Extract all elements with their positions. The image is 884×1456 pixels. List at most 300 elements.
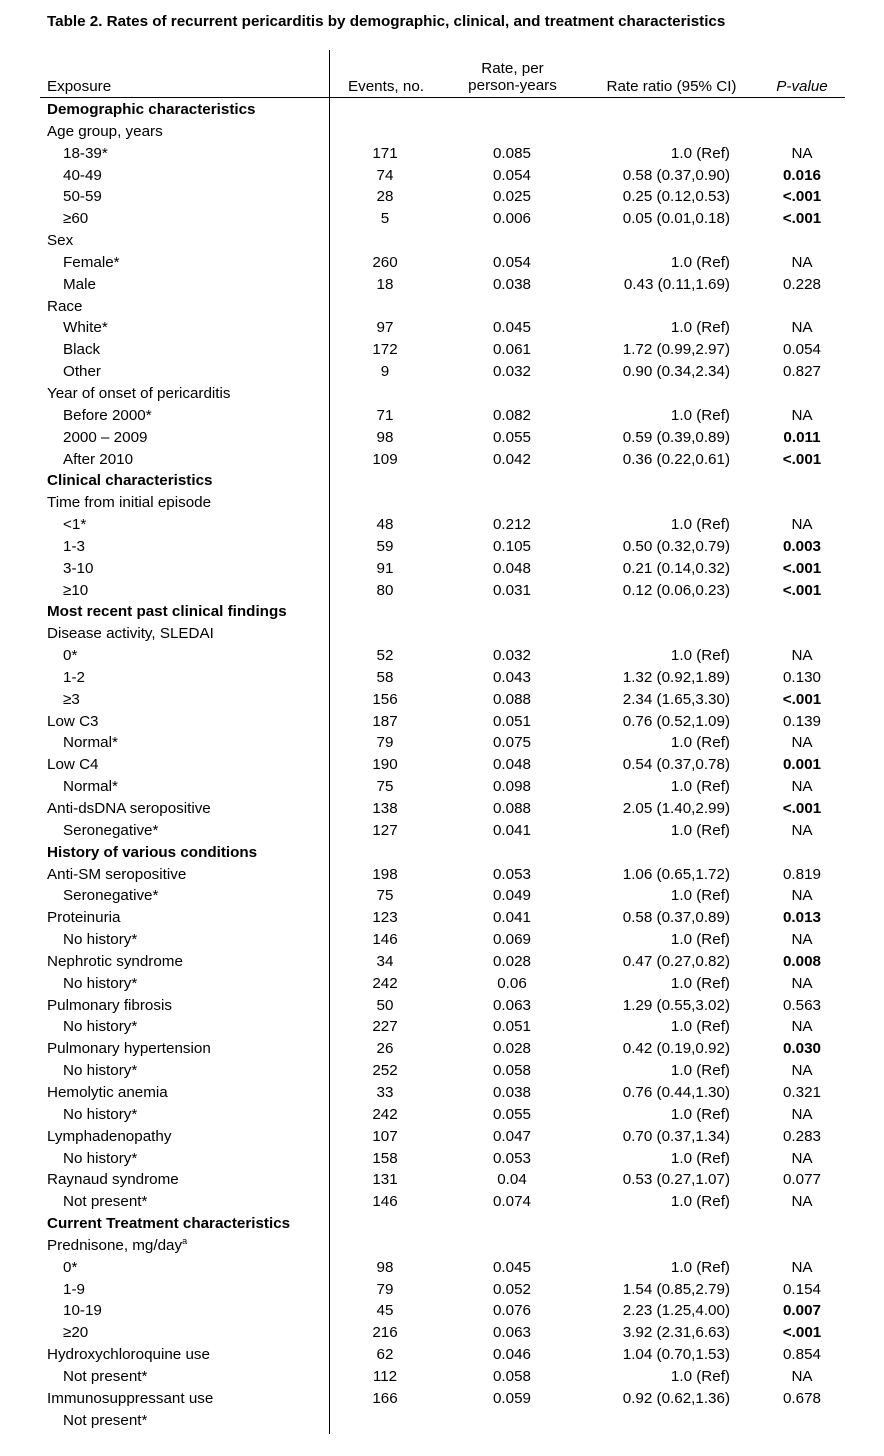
rate-ratio-cell: 1.72 (0.99,2.97) <box>622 341 730 359</box>
table-row <box>0 121 884 143</box>
row-label-text: Pulmonary hypertension <box>47 1040 211 1058</box>
table-row <box>0 230 884 252</box>
row-label-text: Seronegative* <box>63 821 159 839</box>
p-value-cell: <.001 <box>782 450 822 468</box>
row-label <box>47 623 214 645</box>
row-label-text: 1-9 <box>63 1280 85 1298</box>
table-row <box>0 536 884 558</box>
rate-ratio-cell: 1.0 (Ref) <box>670 931 730 949</box>
rate-cell: 0.032 <box>492 647 531 665</box>
row-label-text: Normal* <box>63 778 118 796</box>
row-label <box>63 929 137 951</box>
p-value-cell: NA <box>791 1193 813 1211</box>
row-label-text: Year of onset of pericarditis <box>47 384 231 402</box>
p-value-cell: NA <box>791 1367 813 1385</box>
row-label <box>63 973 137 995</box>
events-cell: 9 <box>380 363 390 381</box>
row-label <box>63 820 158 842</box>
table-row <box>0 1366 884 1388</box>
row-label-text: 18-39* <box>63 144 108 162</box>
rate-cell: 0.069 <box>492 931 531 949</box>
rate-ratio-cell: 1.0 (Ref) <box>670 1105 730 1123</box>
table-row <box>0 1060 884 1082</box>
table-row <box>0 186 884 208</box>
row-label-text: Before 2000* <box>63 406 152 424</box>
table-row <box>0 754 884 776</box>
p-value-cell: <.001 <box>782 800 822 817</box>
rate-ratio-cell: 0.43 (0.11,1.69) <box>623 275 730 293</box>
p-value-cell: 0.321 <box>782 1083 821 1101</box>
events-cell: 75 <box>376 778 394 796</box>
row-label-text: 1-2 <box>63 668 85 686</box>
p-value-cell: 0.054 <box>782 341 821 359</box>
row-label <box>63 1104 137 1126</box>
events-cell: 45 <box>376 1302 394 1320</box>
events-cell: 187 <box>372 712 398 730</box>
p-value-cell: NA <box>791 406 813 424</box>
rate-cell: 0.051 <box>492 712 531 730</box>
events-cell: 107 <box>372 1127 398 1145</box>
row-label <box>63 885 158 907</box>
table-row <box>0 973 884 995</box>
table-row <box>0 1191 884 1213</box>
table-row <box>0 274 884 296</box>
row-label-text: Seronegative* <box>63 887 159 905</box>
row-label-text: History of various conditions <box>47 843 258 861</box>
rate-ratio-cell: 0.53 (0.27,1.07) <box>622 1171 730 1189</box>
row-label-text: Hemolytic anemia <box>47 1083 168 1101</box>
rate-ratio-cell: 0.58 (0.37,0.90) <box>622 166 730 184</box>
row-label <box>47 995 172 1017</box>
row-label <box>63 1060 137 1082</box>
rate-ratio-cell: 0.59 (0.39,0.89) <box>622 428 730 446</box>
row-label <box>47 1388 213 1410</box>
row-label-text: Black <box>63 341 101 359</box>
rate-cell: 0.032 <box>492 363 531 381</box>
p-value-cell: 0.154 <box>782 1280 821 1298</box>
row-label-text: 1-3 <box>63 537 85 555</box>
rate-ratio-cell: 1.0 (Ref) <box>670 253 730 271</box>
row-label-text: Prednisone, mg/day <box>47 1236 183 1254</box>
p-value-cell: 0.013 <box>782 909 821 927</box>
p-value-cell: NA <box>791 887 813 905</box>
row-label <box>47 754 99 776</box>
events-cell: 127 <box>372 821 398 839</box>
rate-cell: 0.054 <box>492 166 531 184</box>
table-row <box>0 361 884 383</box>
row-label-text: Raynaud syndrome <box>47 1171 179 1189</box>
rate-cell: 0.045 <box>492 1258 531 1276</box>
table-body <box>0 99 884 1431</box>
events-cell: 158 <box>372 1149 398 1167</box>
rate-cell: 0.028 <box>492 1040 531 1058</box>
row-label-text: Female* <box>63 253 120 271</box>
p-value-cell: 0.077 <box>782 1171 821 1189</box>
row-label-text: 40-49 <box>63 166 102 184</box>
row-label-text: Hydroxychloroquine use <box>47 1346 210 1364</box>
rate-cell: 0.048 <box>492 756 531 774</box>
events-cell: 198 <box>372 865 398 883</box>
row-label <box>63 1410 147 1432</box>
table-row <box>0 864 884 886</box>
rate-ratio-cell: 0.47 (0.27,0.82) <box>622 952 730 970</box>
column-header-p-value: P-value <box>776 78 828 95</box>
rate-ratio-cell: 0.21 (0.14,0.32) <box>622 559 730 577</box>
row-label-text: Immunosuppressant use <box>47 1389 214 1407</box>
row-label <box>47 470 212 492</box>
table-row <box>0 1279 884 1301</box>
row-label <box>47 1038 211 1060</box>
row-label-text: Anti-SM seropositive <box>47 865 187 883</box>
rate-cell: 0.088 <box>492 690 531 708</box>
row-label <box>63 558 93 580</box>
row-label-text: 3-10 <box>63 559 94 577</box>
row-label <box>63 776 118 798</box>
row-label-text: ≥60 <box>63 210 89 228</box>
rate-ratio-cell: 0.92 (0.62,1.36) <box>622 1389 730 1407</box>
row-label-text: 10-19 <box>63 1302 102 1320</box>
table-row <box>0 492 884 514</box>
rate-cell: 0.098 <box>492 778 531 796</box>
table-row <box>0 1169 884 1191</box>
rate-cell: 0.053 <box>492 865 531 883</box>
row-label-text: Anti-dsDNA seropositive <box>47 800 211 817</box>
p-value-cell: NA <box>791 931 813 949</box>
rate-cell: 0.074 <box>492 1193 531 1211</box>
row-label <box>63 1257 77 1279</box>
events-cell: 172 <box>372 341 398 359</box>
table-row <box>0 732 884 754</box>
events-cell: 59 <box>376 537 394 555</box>
events-cell: 171 <box>372 144 398 162</box>
rate-ratio-cell: 1.04 (0.70,1.53) <box>622 1346 730 1364</box>
table-row <box>0 1038 884 1060</box>
events-cell: 252 <box>372 1062 398 1080</box>
events-cell: 34 <box>376 952 394 970</box>
rate-cell: 0.054 <box>492 253 531 271</box>
row-label <box>63 405 152 427</box>
row-label-text: ≥10 <box>63 581 89 599</box>
row-label <box>47 296 82 318</box>
rate-ratio-cell: 1.0 (Ref) <box>670 1018 730 1036</box>
events-cell: 260 <box>372 253 398 271</box>
row-label <box>47 1082 168 1104</box>
row-label <box>63 689 80 711</box>
row-label <box>63 1322 88 1344</box>
table-row <box>0 1388 884 1410</box>
p-value-cell: NA <box>791 821 813 839</box>
p-value-cell: NA <box>791 319 813 337</box>
row-label <box>47 230 73 252</box>
table-row <box>0 317 884 339</box>
table-row <box>0 1148 884 1170</box>
p-value-cell: NA <box>791 778 813 796</box>
rate-ratio-cell: 0.50 (0.32,0.79) <box>622 537 730 555</box>
table-row <box>0 580 884 602</box>
p-value-cell: NA <box>791 253 813 271</box>
table-row <box>0 885 884 907</box>
rate-cell: 0.051 <box>492 1018 531 1036</box>
table-row <box>0 1257 884 1279</box>
row-label <box>47 1213 290 1235</box>
rate-cell: 0.055 <box>492 428 531 446</box>
p-value-cell: <.001 <box>782 188 822 206</box>
rate-ratio-cell: 0.12 (0.06,0.23) <box>622 581 730 599</box>
rate-ratio-cell: 1.0 (Ref) <box>670 778 730 796</box>
row-label <box>63 427 147 449</box>
table-row <box>0 558 884 580</box>
row-label-text: Race <box>47 297 83 315</box>
rate-cell: 0.047 <box>492 1127 531 1145</box>
events-cell: 52 <box>376 647 394 665</box>
row-label <box>63 536 85 558</box>
section-header-row <box>0 470 884 492</box>
events-cell: 146 <box>372 1193 398 1211</box>
rate-ratio-cell: 0.54 (0.37,0.78) <box>622 756 730 774</box>
rate-cell: 0.041 <box>492 821 531 839</box>
p-value-cell: <.001 <box>782 559 822 577</box>
events-cell: 156 <box>372 690 398 708</box>
events-cell: 26 <box>376 1040 394 1058</box>
table-row <box>0 995 884 1017</box>
table-row <box>0 405 884 427</box>
p-value-cell: 0.678 <box>782 1389 821 1407</box>
table-row <box>0 776 884 798</box>
events-cell: 33 <box>376 1083 394 1101</box>
events-cell: 166 <box>372 1389 398 1407</box>
events-cell: 98 <box>376 428 394 446</box>
row-label-text: Not present* <box>63 1193 148 1211</box>
p-value-cell: 0.030 <box>782 1040 821 1058</box>
row-label-text: Male <box>63 275 96 293</box>
p-value-cell: 0.228 <box>782 275 821 293</box>
table-row <box>0 820 884 842</box>
row-label-text: No history* <box>63 1018 138 1036</box>
row-label-text: Disease activity, SLEDAI <box>47 625 214 643</box>
row-label-text: ≥20 <box>63 1324 89 1342</box>
rate-ratio-cell: 1.0 (Ref) <box>670 1193 730 1211</box>
events-cell: 112 <box>372 1367 398 1385</box>
events-cell: 18 <box>376 275 394 293</box>
row-label-text: Lymphadenopathy <box>47 1127 172 1145</box>
row-label-text: ≥3 <box>63 690 80 708</box>
p-value-cell: NA <box>791 516 813 534</box>
rate-ratio-cell: 0.90 (0.34,2.34) <box>622 363 730 381</box>
p-value-cell: 0.130 <box>782 668 821 686</box>
p-value-cell: 0.008 <box>782 952 821 970</box>
row-label <box>47 951 183 973</box>
p-value-cell: NA <box>791 647 813 665</box>
rate-cell: 0.042 <box>492 450 531 468</box>
rate-cell: 0.053 <box>492 1149 531 1167</box>
p-value-cell: 0.011 <box>783 428 821 446</box>
table-row <box>0 929 884 951</box>
p-value-cell: NA <box>791 1018 813 1036</box>
row-label <box>63 667 85 689</box>
rate-cell: 0.025 <box>492 188 531 206</box>
table-row <box>0 1300 884 1322</box>
table-row <box>0 798 884 820</box>
row-label <box>63 645 77 667</box>
rate-ratio-cell: 1.06 (0.65,1.72) <box>622 865 730 883</box>
row-label-text: No history* <box>63 931 138 949</box>
column-header-rate-line2: person-years <box>468 77 557 94</box>
row-label-text: Proteinuria <box>47 909 121 927</box>
row-label <box>47 711 99 733</box>
rate-ratio-cell: 1.0 (Ref) <box>670 406 730 424</box>
row-label <box>63 732 118 754</box>
table-row <box>0 1344 884 1366</box>
section-header-row <box>0 601 884 623</box>
table-row <box>0 383 884 405</box>
events-cell: 242 <box>372 974 398 992</box>
p-value-cell: NA <box>791 974 813 992</box>
rate-ratio-cell: 1.54 (0.85,2.79) <box>622 1280 730 1298</box>
row-label <box>47 121 163 143</box>
row-label-text: Time from initial episode <box>47 494 212 512</box>
section-header-row <box>0 99 884 121</box>
rate-ratio-cell: 1.0 (Ref) <box>670 1149 730 1167</box>
rate-cell: 0.038 <box>492 1083 531 1101</box>
rate-cell: 0.063 <box>492 1324 531 1342</box>
table-row <box>0 667 884 689</box>
row-label-text: Pulmonary fibrosis <box>47 996 172 1014</box>
table-row <box>0 252 884 274</box>
rate-cell: 0.031 <box>492 581 531 599</box>
table-row <box>0 689 884 711</box>
row-label-text: No history* <box>63 974 138 992</box>
row-label <box>63 143 108 165</box>
section-header-row <box>0 842 884 864</box>
row-label-text: No history* <box>63 1105 138 1123</box>
row-label <box>47 907 120 929</box>
events-cell: 123 <box>372 909 398 927</box>
rate-ratio-cell: 0.58 (0.37,0.89) <box>622 909 730 927</box>
events-cell: 48 <box>376 516 394 534</box>
rate-cell: 0.041 <box>492 909 531 927</box>
row-label-text: Sex <box>47 232 74 250</box>
p-value-cell: NA <box>791 734 813 752</box>
table-row <box>0 1410 884 1432</box>
rate-ratio-cell: 1.0 (Ref) <box>670 734 730 752</box>
table-row <box>0 339 884 361</box>
row-label <box>63 1016 137 1038</box>
rate-ratio-cell: 1.0 (Ref) <box>670 516 730 534</box>
rate-ratio-cell: 0.70 (0.37,1.34) <box>622 1127 730 1145</box>
row-label-text: Not present* <box>63 1411 148 1429</box>
rate-ratio-cell: 1.0 (Ref) <box>670 1062 730 1080</box>
row-label-text: <1* <box>63 516 87 534</box>
p-value-cell: 0.139 <box>782 712 821 730</box>
column-header-rate-line1: Rate, per <box>481 60 544 77</box>
rate-cell: 0.088 <box>492 800 531 817</box>
rate-cell: 0.043 <box>492 668 531 686</box>
row-label <box>47 798 211 820</box>
row-label <box>63 186 102 208</box>
table-row <box>0 449 884 471</box>
events-cell: 79 <box>376 734 394 752</box>
events-cell: 28 <box>376 188 394 206</box>
rate-cell: 0.048 <box>492 559 531 577</box>
rate-cell: 0.085 <box>492 144 531 162</box>
table-row <box>0 296 884 318</box>
rate-ratio-cell: 0.76 (0.52,1.09) <box>622 712 730 730</box>
rate-ratio-cell: 1.0 (Ref) <box>670 319 730 337</box>
p-value-cell: 0.283 <box>782 1127 821 1145</box>
table-row <box>0 711 884 733</box>
p-value-cell: 0.854 <box>782 1346 821 1364</box>
rate-cell: 0.058 <box>492 1062 531 1080</box>
p-value-cell: <.001 <box>782 581 822 599</box>
row-label <box>63 1191 147 1213</box>
events-cell: 109 <box>372 450 398 468</box>
header-rule <box>40 97 845 98</box>
p-value-cell: 0.563 <box>782 996 821 1014</box>
table-row <box>0 623 884 645</box>
p-value-cell: 0.003 <box>782 537 821 555</box>
rate-cell: 0.061 <box>492 341 531 359</box>
row-label-text: Nephrotic syndrome <box>47 952 183 970</box>
rate-ratio-cell: 1.0 (Ref) <box>670 144 730 162</box>
table-row <box>0 165 884 187</box>
table-row <box>0 645 884 667</box>
events-cell: 138 <box>372 800 398 817</box>
p-value-cell: 0.827 <box>782 363 821 381</box>
column-header-rate-ratio: Rate ratio (95% CI) <box>606 78 737 95</box>
p-value-cell: 0.819 <box>782 865 821 883</box>
rate-cell: 0.06 <box>497 974 527 992</box>
row-label <box>47 383 230 405</box>
rate-cell: 0.028 <box>492 952 531 970</box>
rate-ratio-cell: 1.0 (Ref) <box>670 887 730 905</box>
row-label-text: White* <box>63 319 108 337</box>
section-header-row <box>0 1213 884 1235</box>
row-label-text: 2000 – 2009 <box>63 428 148 446</box>
table-row <box>0 1082 884 1104</box>
row-label-text: No history* <box>63 1149 138 1167</box>
row-label <box>63 580 88 602</box>
rate-cell: 0.105 <box>492 537 531 555</box>
rate-cell: 0.055 <box>492 1105 531 1123</box>
row-label <box>63 252 120 274</box>
rate-cell: 0.045 <box>492 319 531 337</box>
row-label <box>47 864 186 886</box>
events-cell: 75 <box>376 887 394 905</box>
rate-ratio-cell: 3.92 (2.31,6.63) <box>622 1324 730 1342</box>
table-row <box>0 907 884 929</box>
p-value-cell: NA <box>791 1258 813 1276</box>
row-label-text: Clinical characteristics <box>47 472 213 490</box>
p-value-cell: <.001 <box>782 690 822 708</box>
table-row <box>0 1126 884 1148</box>
row-label <box>63 449 133 471</box>
events-cell: 91 <box>376 559 394 577</box>
row-label-text: No history* <box>63 1062 138 1080</box>
p-value-cell: 0.007 <box>782 1302 821 1320</box>
table-row <box>0 1322 884 1344</box>
rate-cell: 0.052 <box>492 1280 531 1298</box>
row-label <box>63 1148 137 1170</box>
p-value-cell: NA <box>791 1149 813 1167</box>
table-row <box>0 1235 884 1257</box>
rate-cell: 0.006 <box>492 210 531 228</box>
rate-cell: 0.038 <box>492 275 531 293</box>
row-label <box>63 361 101 383</box>
rate-ratio-cell: 0.42 (0.19,0.92) <box>622 1040 730 1058</box>
column-header-exposure: Exposure <box>47 78 112 95</box>
row-label <box>47 1126 171 1148</box>
rate-cell: 0.082 <box>492 406 531 424</box>
